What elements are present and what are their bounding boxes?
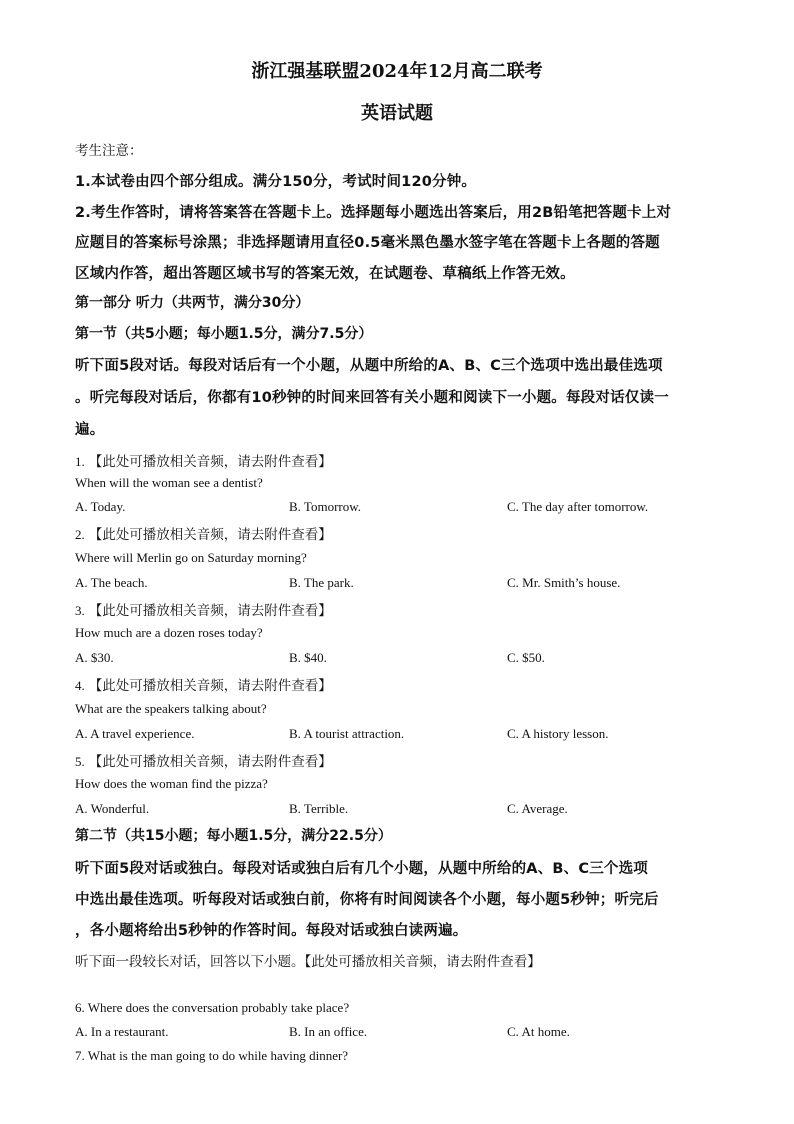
question-number: 1. (75, 454, 85, 469)
section1-instruction-line-3: 遍。 (75, 422, 105, 438)
notice-item-2-line-2: 应题目的答案标号涂黑；非选择题请用直径0.5毫米黑色墨水签字笔在答题卡上各题的答题 (75, 235, 660, 251)
notice-item-2-line-1: 2.考生作答时，请将答案答在答题卡上。选择题每小题选出答案后，用2B铅笔把答题卡上对 (75, 205, 672, 221)
question-4-options (75, 726, 725, 744)
audio-placeholder-link[interactable]: 【此处可播放相关音频，请去附件查看】 (88, 754, 332, 770)
notice-heading: 考生注意： (75, 143, 143, 159)
exam-subtitle: 英语试题 (361, 103, 433, 124)
option-b: B. The park. (289, 575, 354, 590)
question-2-options (75, 575, 725, 593)
option-b: B. Terrible. (289, 801, 349, 816)
question-1-options (75, 499, 725, 517)
question-5-header (75, 750, 725, 771)
option-c: C. $50. (507, 650, 545, 665)
question-6-options (75, 1024, 725, 1042)
exam-title: 浙江强基联盟2024年12月高二联考 (251, 61, 543, 82)
option-a: A. In a restaurant. (75, 1024, 169, 1039)
audio-placeholder-link[interactable]: 【此处可播放相关音频，请去附件查看】 (88, 454, 332, 470)
section1-instruction-line-1: 听下面5段对话。每段对话后有一个小题，从题中所给的A、B、C三个选项中选出最佳选项 (75, 358, 663, 374)
section1-instruction-line-2: 。听完每段对话后，你都有10秒钟的时间来回答有关小题和阅读下一小题。每段对话仅读一 (75, 390, 669, 406)
question-3-text: How much are a dozen roses today? (75, 625, 263, 640)
option-b: B. In an office. (289, 1024, 368, 1039)
option-c: C. A history lesson. (507, 726, 609, 741)
question-number: 2. (75, 527, 85, 542)
option-c: C. Mr. Smith’s house. (507, 575, 621, 590)
section1-title: 第一节（共5小题；每小题1.5分，满分7.5分） (75, 326, 373, 342)
notice-item-2-line-3: 区域内作答，超出答题区域书写的答案无效，在试题卷、草稿纸上作答无效。 (75, 266, 575, 282)
question-4-text: What are the speakers talking about? (75, 701, 267, 716)
section2-instruction-line-2: 中选出最佳选项。听每段对话或独白前，你将有时间阅读各个小题，每小题5秒钟；听完后 (75, 892, 659, 908)
option-c: C. Average. (507, 801, 568, 816)
audio-placeholder-link[interactable]: 【此处可播放相关音频，请去附件查看】 (88, 678, 332, 694)
question-7-text: 7. What is the man going to do while having dinner? (75, 1048, 349, 1063)
option-a: A. A travel experience. (75, 726, 195, 741)
option-a: A. Today. (75, 499, 126, 514)
question-3-options (75, 650, 725, 668)
option-a: A. Wonderful. (75, 801, 150, 816)
question-5-text: How does the woman find the pizza? (75, 776, 268, 791)
question-1-text: When will the woman see a dentist? (75, 475, 263, 490)
option-c: C. The day after tomorrow. (507, 499, 649, 514)
option-b: B. $40. (289, 650, 327, 665)
option-c: C. At home. (507, 1024, 570, 1039)
option-b: B. Tomorrow. (289, 499, 362, 514)
question-3-header (75, 599, 725, 620)
option-a: A. $30. (75, 650, 114, 665)
question-number: 5. (75, 754, 85, 769)
audio-placeholder-link[interactable]: 【此处可播放相关音频，请去附件查看】 (88, 527, 332, 543)
section2-instruction-line-3: ，各小题将给出5秒钟的作答时间。每段对话或独白读两遍。 (75, 923, 468, 939)
section2-instruction-line-1: 听下面5段对话或独白。每段对话或独白后有几个小题，从题中所给的A、B、C三个选项 (75, 861, 649, 877)
question-5-options (75, 801, 725, 819)
question-6-text: 6. Where does the conversation probably take place? (75, 1000, 350, 1015)
question-number: 3. (75, 603, 85, 618)
question-4-header (75, 674, 725, 695)
option-b: B. A tourist attraction. (289, 726, 405, 741)
notice-item-1: 1.本试卷由四个部分组成。满分150分，考试时间120分钟。 (75, 174, 477, 190)
question-2-header (75, 523, 725, 544)
question-number: 4. (75, 678, 85, 693)
section2-title: 第二节（共15小题；每小题1.5分，满分22.5分） (75, 828, 392, 844)
part1-title: 第一部分 听力（共两节，满分30分） (75, 295, 310, 311)
option-a: A. The beach. (75, 575, 148, 590)
question-1-header (75, 450, 725, 471)
question-2-text: Where will Merlin go on Saturday morning? (75, 550, 307, 565)
audio-placeholder-link[interactable]: 【此处可播放相关音频，请去附件查看】 (88, 603, 332, 619)
group-intro-audio-link[interactable]: 听下面一段较长对话，回答以下小题。【此处可播放相关音频，请去附件查看】 (75, 954, 541, 970)
